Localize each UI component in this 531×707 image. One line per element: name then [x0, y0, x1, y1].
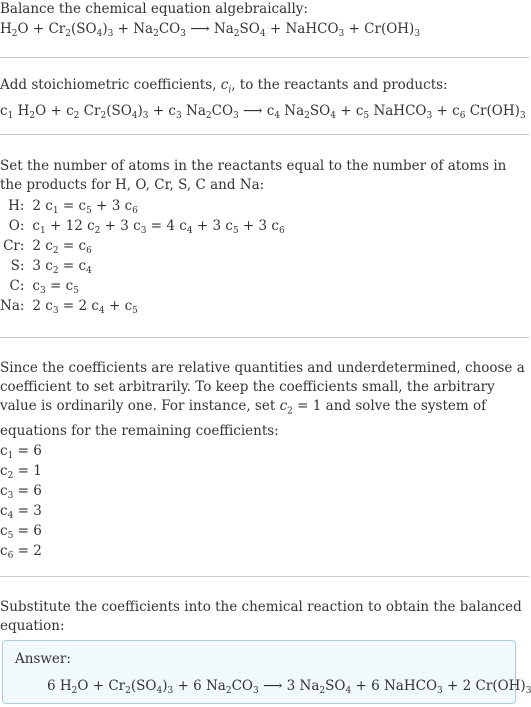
formula-text: (SO — [106, 102, 132, 119]
subscript: 1 — [7, 110, 14, 121]
formula-text: ⟶ 3 Na — [258, 678, 320, 694]
formula-text: = 3 — [13, 502, 42, 519]
subscript: 1 — [7, 450, 14, 461]
equation-row — [0, 216, 285, 236]
element-label: Na: — [0, 298, 25, 314]
formula-text: c — [32, 218, 40, 234]
subscript: 6 — [278, 226, 285, 236]
formula-text: = c — [58, 198, 87, 214]
subscript: 3 — [142, 110, 149, 121]
formula-text: = 6 — [13, 442, 42, 459]
formula-text: = 1 — [13, 462, 42, 479]
formula-text: + c — [335, 102, 364, 119]
atom-equation — [32, 236, 284, 256]
heading-subscript: 2 — [287, 406, 293, 417]
solution-item — [0, 501, 529, 521]
subscript: 4 — [7, 510, 14, 521]
formula-text: + c — [432, 102, 460, 119]
formula-text: c — [0, 462, 8, 479]
divider — [0, 576, 529, 577]
formula-text: (SO — [71, 21, 97, 37]
heading-coefficients — [0, 76, 529, 101]
element-label: S: — [10, 258, 25, 274]
formula-text: O + Cr — [77, 678, 126, 694]
formula-text: = 4 c — [146, 218, 187, 234]
subscript: 5 — [7, 530, 14, 541]
equation-row — [0, 296, 285, 316]
coefficient-equation — [0, 101, 529, 121]
subscript: 3 — [176, 110, 182, 121]
element-label: Cr: — [3, 238, 25, 254]
atom-equation — [32, 256, 284, 276]
heading-text: Add stoichiometric coefficients, — [0, 77, 221, 93]
element-label: O: — [8, 218, 25, 234]
subscript: 3 — [414, 29, 421, 39]
formula-text: + 12 c — [45, 218, 95, 234]
subscript: 4 — [345, 686, 352, 696]
formula-text: SO — [239, 21, 260, 37]
subscript: 2 — [304, 110, 310, 121]
subscript: 2 — [29, 110, 36, 121]
formula-text: = c — [45, 278, 74, 294]
subscript: 2 — [225, 686, 232, 696]
formula-text: O + Cr — [17, 21, 66, 37]
formula-text: c — [0, 542, 8, 559]
divider — [0, 337, 529, 338]
section-coefficients — [0, 76, 529, 121]
formula-text: ) — [162, 678, 168, 694]
formula-text: + 3 c — [238, 218, 279, 234]
solution-list — [0, 441, 529, 561]
subscript: 4 — [274, 110, 280, 121]
subscript: 3 — [52, 306, 59, 316]
solution-item — [0, 541, 529, 561]
formula-text: + c — [148, 102, 176, 119]
formula-text: c — [0, 102, 8, 119]
heading-text: , to the reactants and products: — [231, 77, 448, 93]
heading-text: = 1 and solve the system of equations for the remaining coefficients: — [0, 398, 487, 439]
subscript: 5 — [86, 206, 92, 216]
section-solve — [0, 359, 529, 561]
formula-text: Cr(OH) — [465, 102, 520, 119]
formula-text: SO — [325, 678, 346, 694]
subscript: 2 — [73, 110, 80, 121]
formula-text: = c — [58, 258, 87, 274]
subscript: 2 — [205, 110, 212, 121]
equation-row — [0, 196, 285, 216]
formula-text: = 6 — [13, 522, 42, 539]
subscript: 3 — [167, 686, 174, 696]
formula-text: 2 c — [32, 298, 53, 314]
formula-text: 3 c — [32, 258, 53, 274]
element-label: H: — [8, 198, 25, 214]
heading-subscript: i — [228, 85, 232, 96]
subscript: 2 — [71, 686, 78, 696]
formula-text: SO — [309, 102, 331, 119]
formula-text: 2 c — [32, 198, 53, 214]
heading-text: Since the coefficients are relative quantities and underdetermined, choose a coefficient to set arbitrarily. To keep the coefficients small, the arbitrary value is ordinarily one. For instance, set — [0, 360, 525, 414]
formula-text: (SO — [130, 678, 157, 694]
section-result — [0, 598, 529, 636]
formula-text: Cr — [79, 102, 101, 119]
equation-row — [0, 276, 285, 296]
formula-text: c — [32, 278, 40, 294]
divider — [0, 57, 529, 58]
formula-text: + 3 c — [100, 218, 141, 234]
subscript: 2 — [7, 470, 14, 481]
formula-text: 2 c — [32, 238, 53, 254]
formula-text: + NaHCO — [265, 21, 339, 37]
subscript: 4 — [86, 266, 92, 276]
subscript: 1 — [39, 226, 46, 236]
section-atom-balance — [0, 157, 529, 316]
formula-text: = 2 c — [58, 298, 99, 314]
subscript: 4 — [156, 686, 163, 696]
heading-solve — [0, 359, 529, 441]
subscript: 6 — [459, 110, 466, 121]
subscript: 4 — [259, 29, 266, 39]
subscript: 3 — [437, 686, 443, 696]
subscript: 3 — [233, 110, 239, 121]
subscript: 6 — [132, 206, 138, 216]
formula-text: H — [0, 21, 12, 37]
subscript: 3 — [107, 29, 114, 39]
solution-item — [0, 521, 529, 541]
formula-text: NaHCO — [369, 102, 427, 119]
subscript: 5 — [363, 110, 370, 121]
subscript: 2 — [11, 29, 18, 39]
subscript: 3 — [519, 110, 526, 121]
subscript: 6 — [86, 246, 92, 256]
subscript: 2 — [100, 110, 107, 121]
equation-row — [0, 256, 285, 276]
subscript: 5 — [232, 226, 239, 236]
unbalanced-equation — [0, 19, 529, 39]
subscript: 1 — [52, 206, 59, 216]
subscript: 3 — [525, 686, 531, 696]
solution-item — [0, 461, 529, 481]
balanced-equation — [47, 676, 531, 696]
subscript: 2 — [153, 29, 159, 39]
solution-item — [0, 441, 529, 461]
formula-text: + 6 Na — [173, 678, 226, 694]
formula-text: + c — [104, 298, 133, 314]
heading-result: Substitute the coefficients into the chemical reaction to obtain the balanced equation: — [0, 599, 522, 634]
formula-text: + Cr(OH) — [344, 21, 415, 37]
formula-text: = 2 — [13, 542, 42, 559]
subscript: 6 — [7, 550, 14, 561]
subscript: 3 — [140, 226, 147, 236]
section-balance — [0, 0, 529, 39]
subscript: 2 — [319, 686, 326, 696]
formula-text: ⟶ c — [238, 102, 275, 119]
formula-text: c — [0, 502, 8, 519]
subscript: 3 — [253, 686, 259, 696]
atom-equation — [32, 196, 284, 216]
formula-text: + 2 Cr(OH) — [442, 678, 526, 694]
equation-system — [0, 196, 285, 316]
subscript: 3 — [338, 29, 345, 39]
answer-label: Answer: — [15, 651, 71, 667]
formula-text: c — [0, 522, 8, 539]
subscript: 4 — [330, 110, 336, 121]
formula-text: CO — [158, 21, 181, 37]
subscript: 5 — [132, 306, 138, 316]
atom-equation — [32, 216, 284, 236]
formula-text: c — [0, 442, 8, 459]
subscript: 2 — [94, 226, 101, 236]
subscript: 3 — [180, 29, 186, 39]
solution-item — [0, 481, 529, 501]
atom-equation — [32, 276, 284, 296]
heading-variable: c — [220, 77, 229, 93]
formula-text: + 6 NaHCO — [351, 678, 438, 694]
atom-equation — [32, 296, 284, 316]
element-label: C: — [9, 278, 25, 294]
subscript: 4 — [186, 226, 193, 236]
formula-text: + 3 c — [91, 198, 133, 214]
subscript: 4 — [98, 306, 105, 316]
subscript: 4 — [131, 110, 138, 121]
formula-text: ) — [102, 21, 108, 37]
subscript: 2 — [52, 266, 59, 276]
formula-text: Na — [181, 102, 206, 119]
formula-text: = c — [58, 238, 87, 254]
divider — [0, 134, 529, 135]
subscript: 2 — [52, 246, 59, 256]
formula-text: + Na — [113, 21, 154, 37]
formula-text: c — [0, 482, 8, 499]
subscript: 3 — [7, 490, 14, 501]
heading-balance: Balance the chemical equation algebraically: — [0, 1, 308, 17]
heading-variable: c — [279, 398, 288, 414]
formula-text: Na — [280, 102, 305, 119]
subscript: 2 — [233, 29, 240, 39]
formula-text: 6 H — [47, 678, 72, 694]
formula-text: CO — [231, 678, 253, 694]
subscript: 5 — [73, 286, 79, 296]
subscript: 2 — [125, 686, 131, 696]
formula-text: + 3 c — [192, 218, 233, 234]
formula-text: = 6 — [13, 482, 42, 499]
formula-text: O + c — [35, 102, 74, 119]
subscript: 4 — [96, 29, 103, 39]
equation-row — [0, 236, 285, 256]
formula-text: CO — [211, 102, 234, 119]
formula-text: ) — [137, 102, 143, 119]
answer-box — [2, 640, 531, 704]
subscript: 3 — [426, 110, 433, 121]
formula-text: ⟶ Na — [185, 21, 234, 37]
formula-text: H — [13, 102, 30, 119]
heading-atom-balance: Set the number of atoms in the reactants equal to the number of atoms in the products for H, O, Cr, S, C and Na: — [0, 158, 507, 193]
subscript: 2 — [65, 29, 71, 39]
subscript: 3 — [39, 286, 46, 296]
